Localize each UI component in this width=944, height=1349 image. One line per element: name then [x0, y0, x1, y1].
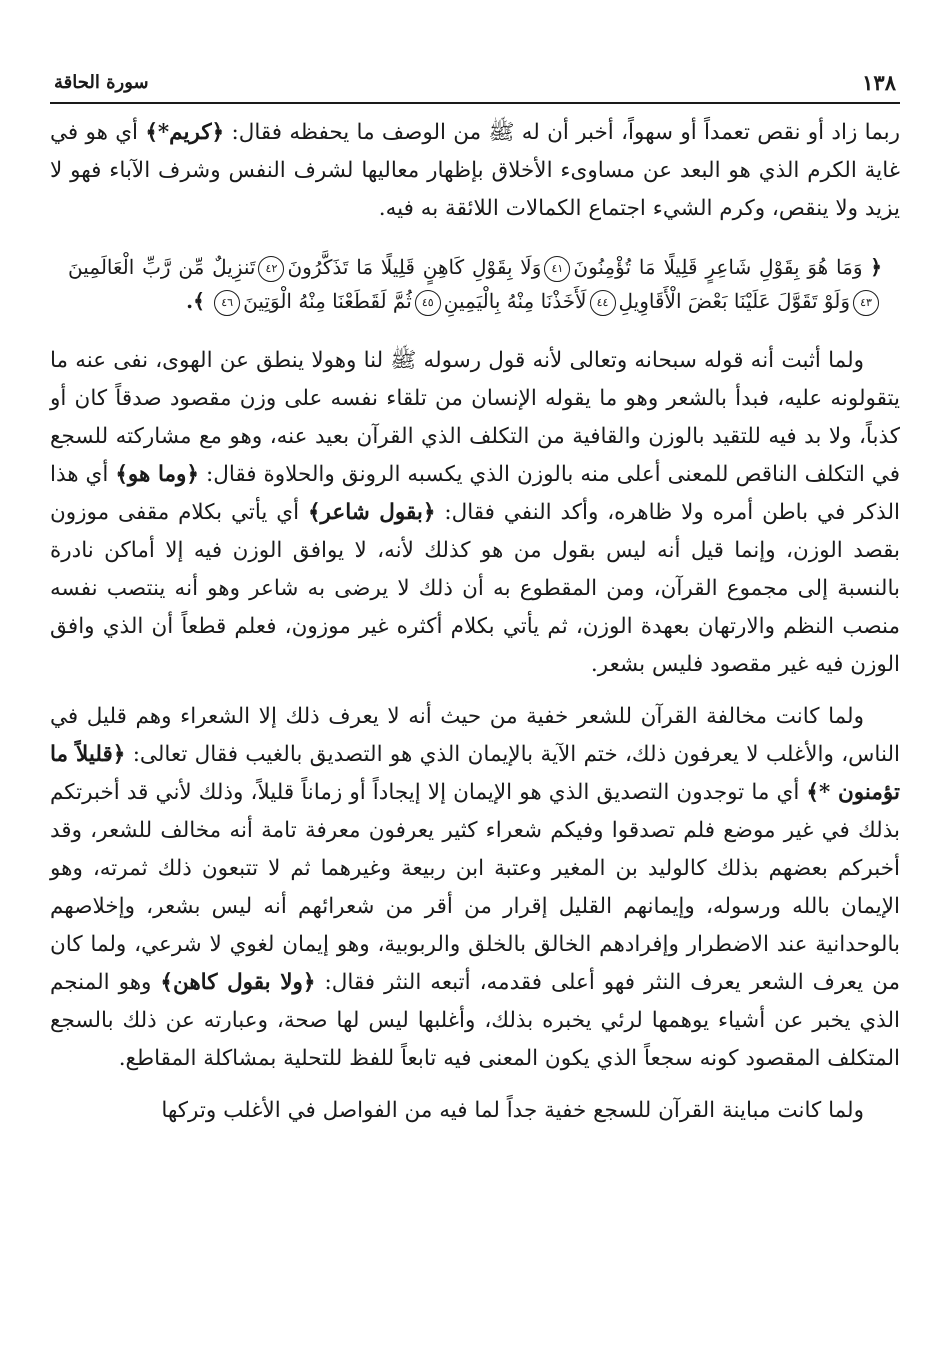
text-run: أي هو في غاية الكرم الذي هو البعد عن مساوىء الأخلاق بإظهار معاليها لشرف النفس وشرف الآباء فهو لا يزيد ولا ينقص، وكرم الشيء اجتماع الكمالات اللائقة به فيه. [50, 120, 900, 221]
ayah-number-mark: ٤١ [544, 256, 570, 282]
text-run: وهو المنجم الذي يخبر عن أشياء يوهمها لرئي يخبره بذلك، وأغلبها ليس لها صحة، وعبارته عن ذلك بالسجع المتكلف المقصود كونه سجعاً الذي يكون المعنى فيه تابعاً للفظ للتحلية بمشاكلة المقاطع. [50, 970, 900, 1071]
paragraph-karim [50, 114, 900, 228]
ayah-number-mark: ٤٥ [415, 290, 441, 316]
page-number: ١٣٨ [862, 70, 896, 95]
verse-text: لَأَخَذْنَا مِنْهُ بِالْيَمِينِ [443, 289, 587, 313]
text-run: ربما زاد أو نقص تعمداً أو سهواً، أخبر أن له ﷺ من الوصف ما يحفظه فقال: [224, 120, 901, 145]
ayah-number-mark: ٤٦ [214, 290, 240, 316]
verse-text: وَلَوْ تَقَوَّلَ عَلَيْنَا بَعْضَ الْأَقَاوِيلِ [618, 289, 850, 313]
ayah-number-mark: ٤٢ [258, 256, 284, 282]
ornate-bracket-close: ﴾. [186, 289, 205, 313]
text-run: أي ما توجدون التصديق الذي هو الإيمان إلا إيجاداً أو زماناً قليلاً، وذلك لأني قد أخبرتكم بذلك في غير موضع فلم تصدقوا وفيكم شعراء كثير يعرفون معرفة تامة أنه مخالف للشعر، وقد أخبركم بعضهم بذلك كالوليد بن المغير وعتبة ابن ربيعة وغيرهما ثم لا تتبعون ذلك ثمرته، وهو الإيمان بالله ورسوله، وإيمانهم القليل إقرار من أقر من شعرائهم أنه ليس بشعر، وإخلاصهم بالوحدانية عند الاضطرار وإفرادهم الخالق بالخلق والربوبية، وهو إيمان لغوي لا شرعي، ولما كان من يعرف الشعر يعرف النثر فهو أعلى فقدمه، أتبعه النثر فقال: [50, 780, 900, 995]
quote-wama-huwa: ﴿وما هو﴾ [115, 462, 200, 487]
quran-verses-block [50, 250, 900, 318]
paragraph-poet [50, 342, 900, 684]
text-run: ولما أثبت أنه قوله سبحانه وتعالى لأنه قول رسوله ﷺ لنا وهولا ينطق عن الهوى، نفى عنه ما يتقولونه عليه، فبدأ بالشعر وهو ما يقوله الإنسان من تلقاء نفسه على وزن مقصود صدقاً كان أو كذباً، ولا بد فيه للتقيد بالوزن والقافية من التكلف الذي القرآن بعيد عنه، وهو مع مشاركته للسجع في التكلف الناقص للمعنى أعلى منه بالوزن الذي يكسبه الرونق والحلاوة فقال: [50, 348, 900, 487]
text-run: ولما كانت مخالفة القرآن للشعر خفية من حيث أنه لا يعرف ذلك إلا الشعراء وهم قليل في الناس، والأغلب لا يعرفون ذلك، ختم الآية بالإيمان الذي هو التصديق بالغيب فقال تعالى: [50, 704, 900, 767]
verse-text: وَلَا بِقَوْلِ كَاهِنٍ قَلِيلًا مَا تَذَكَّرُونَ [287, 255, 542, 279]
text-run: أي يأتي بكلام مقفى موزون بقصد الوزن، وإنما قيل أنه ليس بقول من هو كذلك لأنه، لا يوافق الوزن فيه إلا أماكن نادرة بالنسبة إلى مجموع القرآن، ومن المقطوع به أن ذلك لا يرضى به شاعر وهو أنه ينتصب نفسه منصب النظم والارتهان بعهدة الوزن، ثم يأتي بكلام أكثره غير موزون، فعلم قطعاً أن الذي وافق الوزن فيه غير مقصود فليس بشعر. [50, 500, 900, 677]
text-run: ولما كانت مباينة القرآن للسجع خفية جداً لما فيه من الفواصل في الأغلب وتركها [161, 1098, 864, 1123]
surah-title: سورة الحاقة [54, 72, 149, 93]
quote-biqawli-shair: ﴿بقول شاعر﴾ [307, 500, 436, 525]
text-run: أي هذا الذكر في باطن أمره ولا ظاهره، وأكد النفي فقال: [50, 462, 900, 525]
quote-karim: ﴿كريم*﴾ [145, 120, 225, 145]
ayah-number-mark: ٤٣ [853, 290, 879, 316]
verse-text: تَنزِيلٌ مِّن رَّبِّ الْعَالَمِينَ [68, 255, 256, 279]
verse-text: وَمَا هُوَ بِقَوْلِ شَاعِرٍ قَلِيلًا مَا تُؤْمِنُونَ [573, 255, 863, 279]
page-header [50, 68, 900, 104]
paragraph-belief [50, 698, 900, 1078]
ayah-number-mark: ٤٤ [590, 290, 616, 316]
verse-text: ثُمَّ لَقَطَعْنَا مِنْهُ الْوَتِينَ [243, 289, 412, 313]
quote-qalilan: ﴿قليلاً ما تؤمنون *﴾ [50, 742, 900, 805]
paragraph-saj [50, 1092, 900, 1130]
quote-kahin: ﴿ولا بقول كاهن﴾ [160, 970, 316, 995]
book-page [50, 68, 900, 1130]
ornate-bracket-open: ﴿ [870, 255, 882, 279]
